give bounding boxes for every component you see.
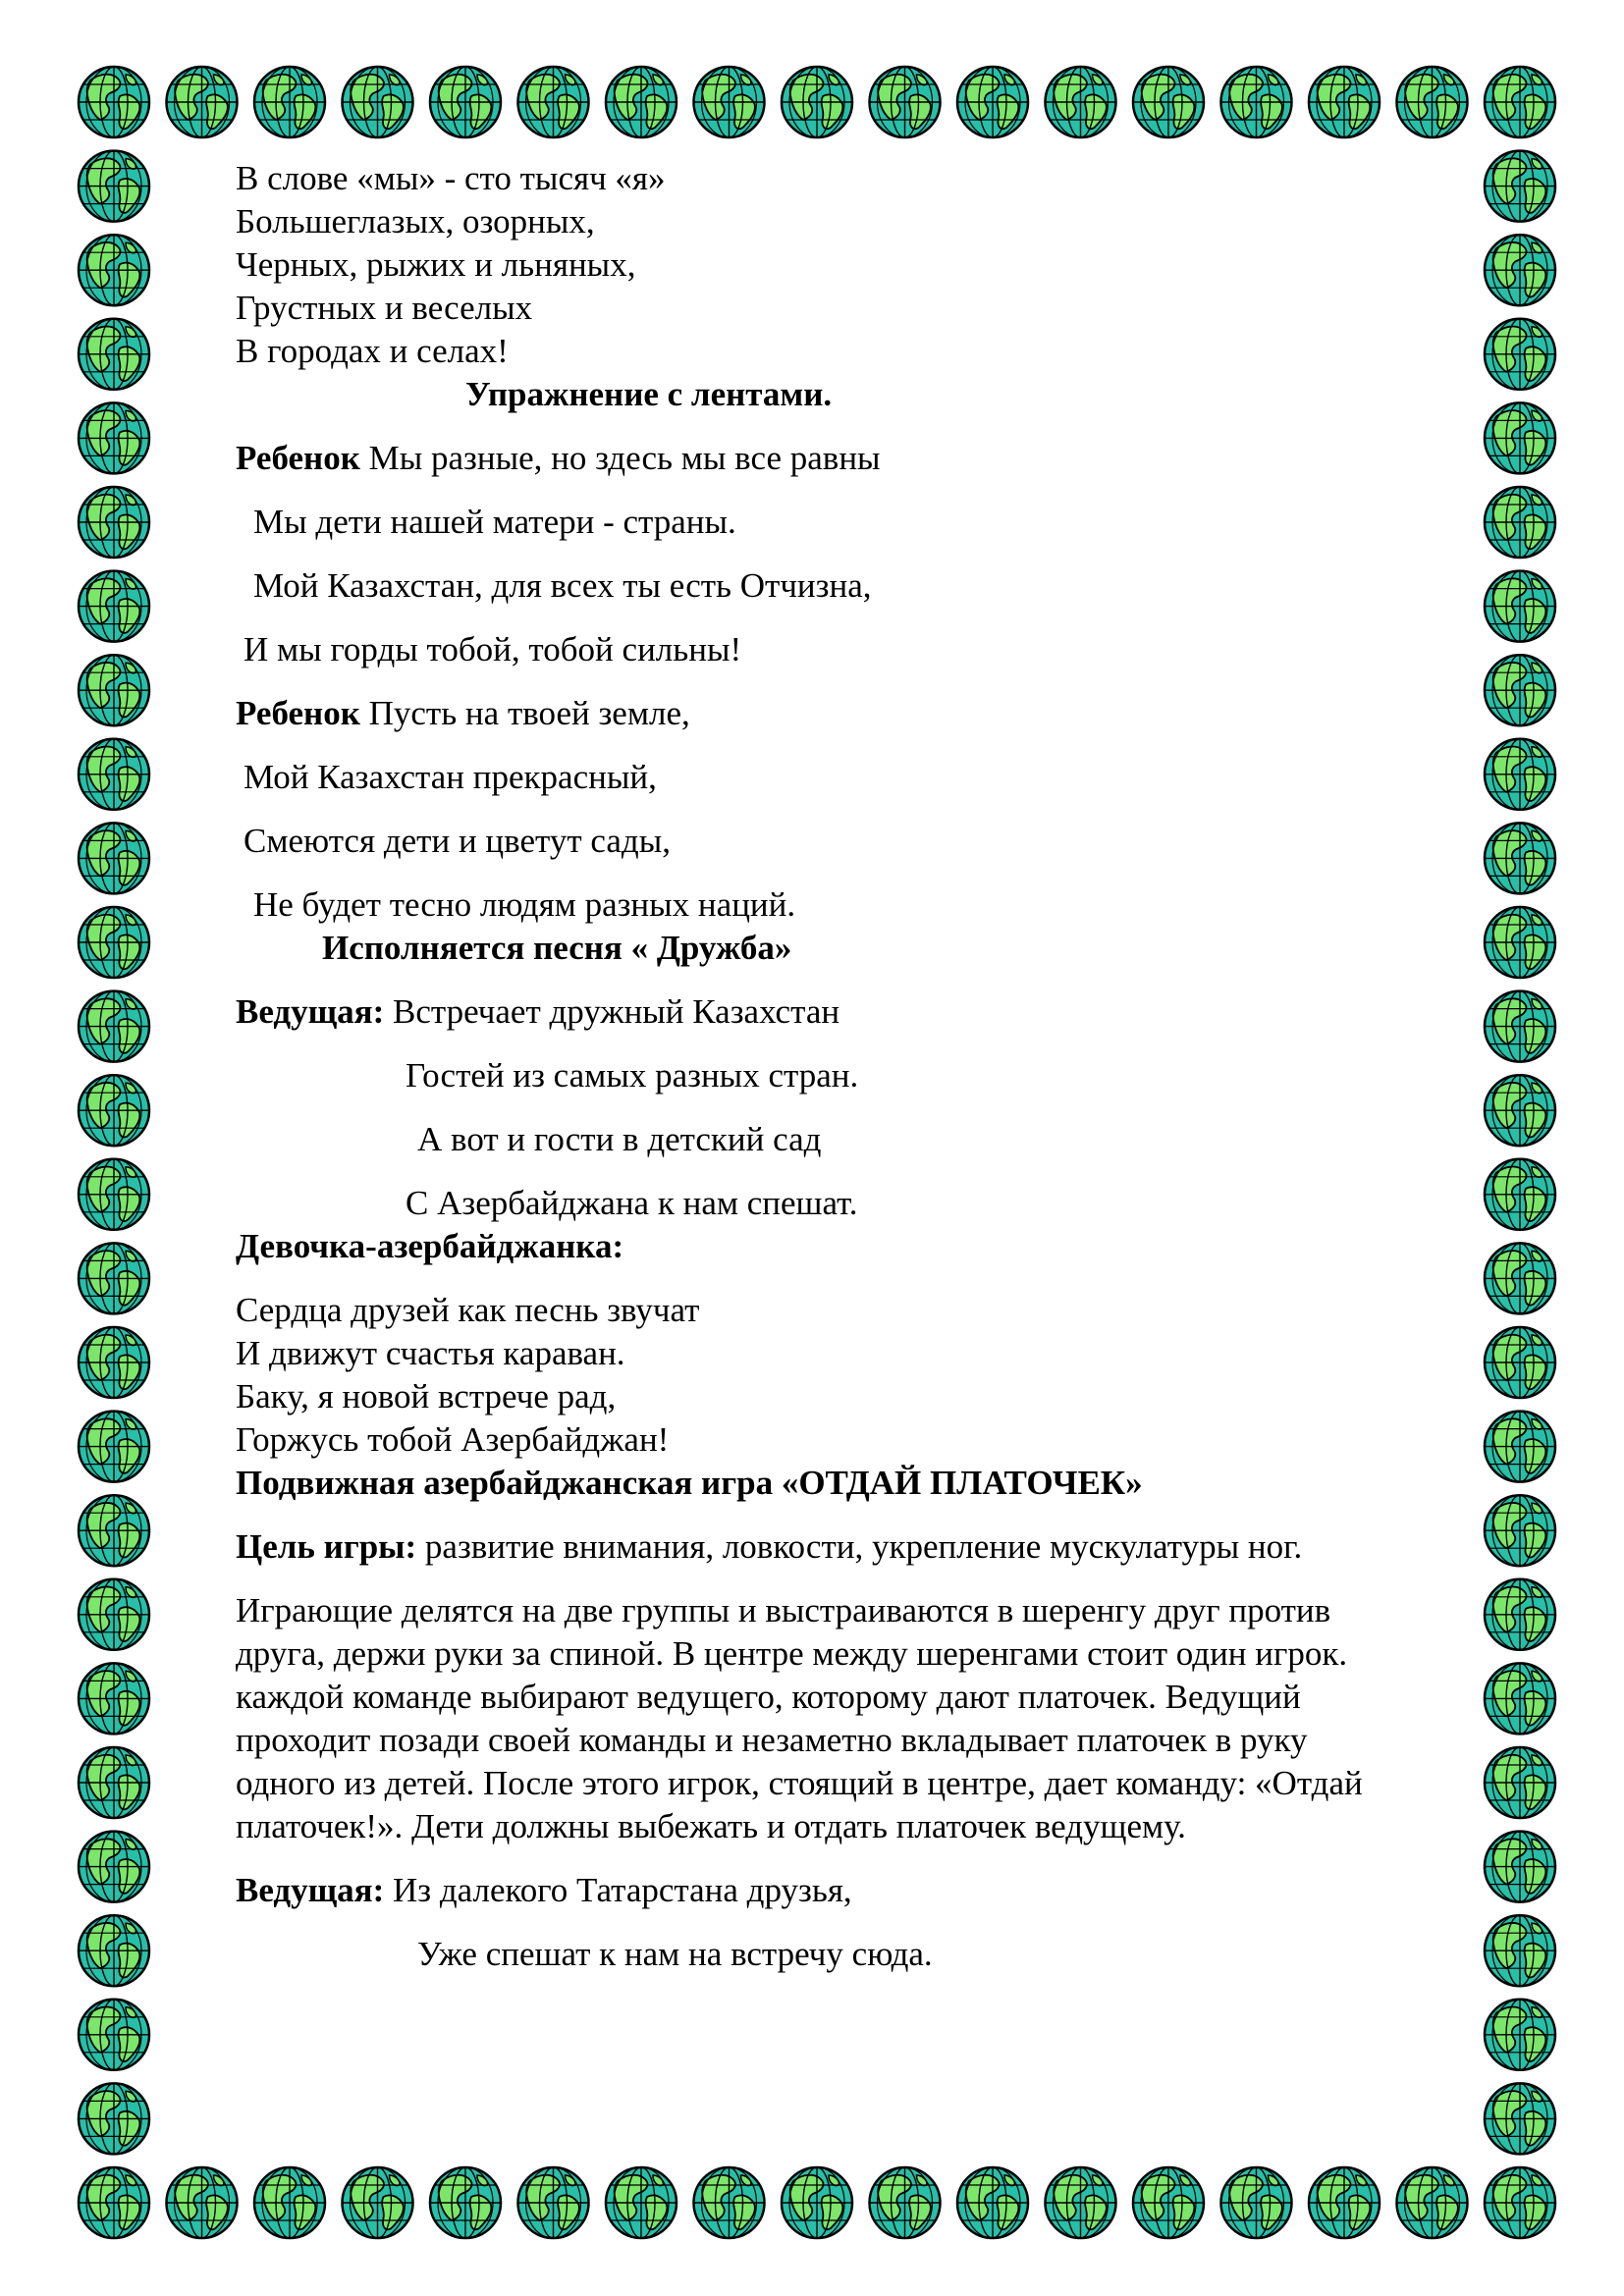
globe-icon xyxy=(518,2167,589,2238)
globe-icon xyxy=(79,739,149,810)
poem-line: Сердца друзей как песнь звучат xyxy=(236,1291,700,1329)
speech-line xyxy=(236,437,1502,480)
globe-icon xyxy=(79,1747,149,1818)
globe-icon xyxy=(79,487,149,558)
globe-icon xyxy=(957,67,1028,137)
globe-icon xyxy=(1221,2167,1292,2238)
globe-icon xyxy=(1485,2083,1555,2154)
globe-icon xyxy=(79,2167,149,2238)
globe-icon xyxy=(254,2167,325,2238)
globe-icon xyxy=(606,67,677,137)
globe-icon xyxy=(1046,2167,1116,2238)
game-title: Подвижная азербайджанская игра «ОТДАЙ ПЛАТОЧЕК» xyxy=(236,1464,1143,1502)
globe-icon xyxy=(1046,67,1116,137)
globe-icon xyxy=(1221,67,1292,137)
globe-icon xyxy=(1309,2167,1380,2238)
globe-icon xyxy=(79,319,149,390)
poem-line: В слове «мы» - сто тысяч «я» xyxy=(236,159,666,197)
globe-icon xyxy=(79,402,149,473)
document-body xyxy=(236,157,1502,1976)
speech-line: Мой Казахстан прекрасный, xyxy=(244,758,657,796)
rules-line: одного из детей. После этого игрок, стоящий в центре, дает команду: «Отдай xyxy=(236,1764,1363,1802)
rules-line: проходит позади своей команды и незаметно вкладывает платочек в руку xyxy=(236,1721,1308,1759)
poem-line: Баку, я новой встрече рад, xyxy=(236,1377,617,1415)
speech-line: С Азербайджана к нам спешат. xyxy=(406,1184,858,1222)
globe-icon xyxy=(606,2167,677,2238)
rules-line: платочек!». Дети должны выбежать и отдать платочек ведущему. xyxy=(236,1807,1186,1845)
globe-icon xyxy=(870,67,941,137)
speech-line: Уже спешат к нам на встречу сюда. xyxy=(417,1935,933,1973)
globe-icon xyxy=(430,67,501,137)
globe-icon xyxy=(79,1832,149,1902)
speech-line: Мы дети нашей матери - страны. xyxy=(253,503,736,541)
globe-icon xyxy=(1485,2000,1555,2070)
globe-icon xyxy=(1397,67,1468,137)
globe-icon xyxy=(518,67,589,137)
globe-icon xyxy=(1309,67,1380,137)
globe-icon xyxy=(343,2167,413,2238)
speech-line xyxy=(236,990,1502,1034)
speaker-label: Ведущая: xyxy=(236,992,385,1031)
globe-icon xyxy=(79,571,149,642)
globe-icon xyxy=(694,2167,765,2238)
speech-line: Не будет тесно людям разных наций. xyxy=(253,885,796,924)
globe-icon xyxy=(79,1327,149,1398)
globe-icon xyxy=(79,2000,149,2070)
globe-icon xyxy=(430,2167,501,2238)
globe-icon xyxy=(79,67,149,137)
poem-line: Черных, рыжих и льняных, xyxy=(236,245,636,284)
globe-icon xyxy=(79,1075,149,1146)
globe-icon xyxy=(167,67,238,137)
globe-icon xyxy=(694,67,765,137)
poem-line: В городах и селах! xyxy=(236,332,509,370)
speech-line xyxy=(236,1869,1502,1912)
globe-icon xyxy=(1485,67,1555,137)
globe-icon xyxy=(1133,67,1204,137)
rules-line: Играющие делятся на две группы и выстраиваются в шеренгу друг против xyxy=(236,1591,1331,1629)
globe-icon xyxy=(79,907,149,978)
rules-line: друга, держи руки за спиной. В центре между шеренгами стоит один игрок. xyxy=(236,1634,1348,1673)
poem-line: Большеглазых, озорных, xyxy=(236,202,595,240)
speaker-label: Ребенок xyxy=(236,439,360,477)
globe-icon xyxy=(79,1579,149,1650)
poem-line: Горжусь тобой Азербайджан! xyxy=(236,1420,670,1459)
globe-icon xyxy=(79,1663,149,1734)
game-goal xyxy=(236,1525,1502,1569)
globe-icon xyxy=(1485,2167,1555,2238)
globe-icon xyxy=(79,991,149,1062)
globe-icon xyxy=(79,655,149,725)
speech-text: Встречает дружный Казахстан xyxy=(384,992,840,1031)
globe-icon xyxy=(782,2167,852,2238)
poem-block-2 xyxy=(236,1289,1502,1462)
goal-text: развитие внимания, ловкости, укрепление мускулатуры ног. xyxy=(416,1527,1303,1566)
globe-icon xyxy=(1397,2167,1468,2238)
speech-line: Гостей из самых разных стран. xyxy=(406,1056,859,1095)
goal-label: Цель игры: xyxy=(236,1527,417,1566)
speech-text: Пусть на твоей земле, xyxy=(359,694,690,732)
section-heading-ribbons: Упражнение с лентами. xyxy=(465,375,833,413)
poem-line: И движут счастья караван. xyxy=(236,1334,625,1372)
speech-line: Смеются дети и цветут сады, xyxy=(244,822,671,860)
globe-icon xyxy=(254,67,325,137)
globe-icon xyxy=(79,1243,149,1313)
globe-icon xyxy=(79,823,149,893)
globe-icon xyxy=(782,67,852,137)
speech-text: Из далекого Татарстана друзья, xyxy=(384,1871,852,1909)
globe-icon xyxy=(79,235,149,305)
globe-icon xyxy=(870,2167,941,2238)
speech-line: Мой Казахстан, для всех ты есть Отчизна, xyxy=(253,566,872,605)
speech-line: А вот и гости в детский сад xyxy=(417,1120,822,1158)
globe-icon xyxy=(1133,2167,1204,2238)
globe-icon xyxy=(79,1495,149,1566)
globe-icon xyxy=(167,2167,238,2238)
globe-icon xyxy=(79,2083,149,2154)
globe-icon xyxy=(79,1412,149,1482)
speaker-label: Ведущая: xyxy=(236,1871,385,1909)
poem-line: Грустных и веселых xyxy=(236,289,533,327)
rules-line: каждой команде выбирают ведущего, которому дают платочек. Ведущий xyxy=(236,1678,1301,1716)
speaker-heading: Девочка-азербайджанка: xyxy=(236,1227,624,1265)
globe-icon xyxy=(79,1915,149,1986)
globe-icon xyxy=(343,67,413,137)
poem-block-1 xyxy=(236,157,1502,373)
game-rules xyxy=(236,1589,1502,1848)
speech-text: Мы разные, но здесь мы все равны xyxy=(359,439,881,477)
globe-icon xyxy=(79,151,149,222)
globe-icon xyxy=(79,1159,149,1230)
speech-line: И мы горды тобой, тобой сильны! xyxy=(244,630,742,668)
speech-line xyxy=(236,692,1502,735)
section-heading-song: Исполняется песня « Дружба» xyxy=(322,929,792,967)
speaker-label: Ребенок xyxy=(236,694,360,732)
globe-icon xyxy=(957,2167,1028,2238)
